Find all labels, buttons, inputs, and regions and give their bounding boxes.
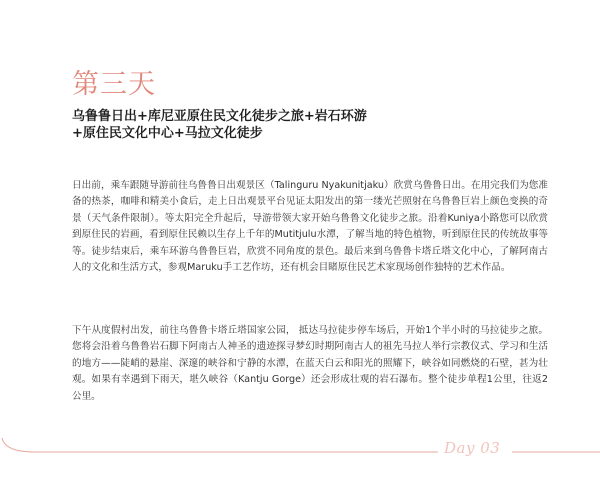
morning-paragraph: 日出前，乘车跟随导游前往乌鲁鲁日出观景区（Talinguru Nyakunitjaku）欣赏乌鲁鲁日出。在用完我们为您准备的热茶，咖啡和精美小食后，走上日出观景平台见证太阳发出的第一缕光芒照射在乌鲁鲁巨岩上颜色变换的奇景（天气条件限制）。等太阳完全升起后，导游带领大家开始乌鲁鲁文化徒步之旅。沿着Kuniya小路您可以欣赏到原住民的岩画，看到原住民赖以生存上千年的Mutitjulu水潭，了解当地的特色植物，听到原住民的传统故事等等。徒步结束后，乘车环游乌鲁鲁巨岩，欣赏不同角度的景色。最后来到乌鲁鲁卡塔丘塔文化中心，了解阿南古人的文化和生活方式，参观Maruku手工艺作坊，还有机会目睹原住民艺术家现场创作独特的艺术作品。 — [72, 180, 548, 274]
day-title: 第三天 — [72, 69, 156, 100]
subtitle-line-1: 乌鲁鲁日出+库尼亚原住民文化徒步之旅+岩石环游 — [72, 109, 367, 124]
afternoon-paragraph: 下午从度假村出发，前往乌鲁鲁卡塔丘塔国家公园， 抵达马拉徒步停车场后，开始1个半小时的马拉徒步之旅。您将会沿着乌鲁鲁岩石脚下阿南古人神圣的遗迹探寻梦幻时期阿南古人的祖先马拉人举行宗教仪式、学习和生活的地方——陡峭的悬崖、深邃的峡谷和宁静的水潭，在蓝天白云和阳光的照耀下，峡谷如同燃烧的石壁，甚为壮观。如果有幸遇到下雨天，堪久峡谷（Kantju Gorge）还会形成壮观的岩石瀑布。整个徒步单程1公里，往返2公里。 — [72, 325, 548, 402]
day-number-mark: Day 03 — [444, 439, 501, 457]
footer-curve-line — [2, 438, 438, 452]
subtitle-line-2: +原住民文化中心+马拉文化徒步 — [72, 126, 263, 141]
